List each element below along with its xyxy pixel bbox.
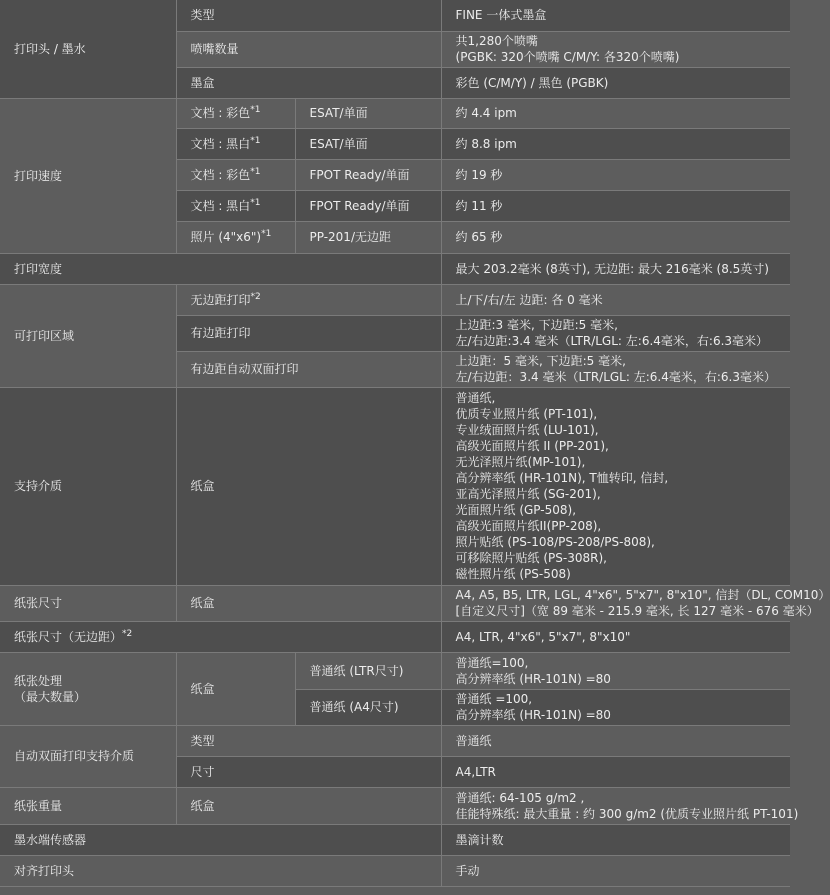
sensor-value: 墨滴计数 <box>441 824 790 855</box>
area-r1-value: 上/下/右/左 边距: 各 0 毫米 <box>441 284 790 315</box>
ink-value: 彩色 (C/M/Y) / 黑色 (PGBK) <box>441 67 790 98</box>
media-item: 普通纸, <box>455 391 496 405</box>
media-item: 照片贴纸 (PS-108/PS-208/PS-808), <box>455 535 655 549</box>
duplex-label: 自动双面打印支持介质 <box>0 725 176 787</box>
media-item: 高级光面照片纸II(PP-208), <box>455 519 602 533</box>
size-borderless-value: A4, LTR, 4"x6", 5"x7", 8"x10" <box>441 621 790 652</box>
weight-source: 纸盒 <box>176 787 441 824</box>
weight-value: 普通纸: 64-105 g/m2 , 佳能特殊纸: 最大重量 : 约 300 g/m2 (优质专业照片纸 PT-101) <box>441 787 790 824</box>
size-borderless-label: 纸张尺寸（无边距）$^{*2}$ <box>0 621 441 652</box>
speed-r5-a: 照片 (4"x6")$^{*1}$ <box>176 221 295 253</box>
area-r2-value: 上边距:3 毫米, 下边距:5 毫米, 左/右边距:3.4 毫米（LTR/LGL: 左:6.4毫米，右:6.3毫米） <box>441 315 790 351</box>
speed-r1-value: 约 4.4 ipm <box>441 98 790 128</box>
media-item: 磁性照片纸 (PS-508) <box>455 567 571 581</box>
printhead-type-value: FINE 一体式墨盒 <box>441 0 790 31</box>
media-item: 高分辨率纸 (HR-101N), T恤转印, 信封, <box>455 471 669 485</box>
speed-r5-b: PP-201/无边距 <box>295 221 441 253</box>
nozzle-value: 共1,280个喷嘴 (PGBK: 320个喷嘴 C/M/Y: 各320个喷嘴) <box>441 31 790 67</box>
speed-r3-b: FPOT Ready/单面 <box>295 159 441 190</box>
ink-label: 墨盒 <box>176 67 441 98</box>
handling-r2-b: 普通纸 (A4尺寸) <box>295 689 441 725</box>
speed-r2-a: 文档 : 黑白$^{*1}$ <box>176 128 295 159</box>
sensor-label: 墨水端传感器 <box>0 824 441 855</box>
area-r3-a: 有边距自动双面打印 <box>176 351 441 387</box>
speed-r4-b: FPOT Ready/单面 <box>295 190 441 221</box>
handling-r1-value: 普通纸=100, 高分辨率纸 (HR-101N) =80 <box>441 652 790 689</box>
printhead-type-label: 类型 <box>176 0 441 31</box>
align-value: 手动 <box>441 855 790 886</box>
align-label: 对齐打印头 <box>0 855 441 886</box>
media-item: 光面照片纸 (GP-508), <box>455 503 577 517</box>
media-source: 纸盒 <box>176 387 441 585</box>
area-r2-a: 有边距打印 <box>176 315 441 351</box>
handling-r1-b: 普通纸 (LTR尺寸) <box>295 652 441 689</box>
weight-label: 纸张重量 <box>0 787 176 824</box>
media-list <box>441 387 790 585</box>
nozzle-label: 喷嘴数量 <box>176 31 441 67</box>
width-label: 打印宽度 <box>0 253 441 284</box>
speed-r2-value: 约 8.8 ipm <box>441 128 790 159</box>
media-label: 支持介质 <box>0 387 176 585</box>
size-value: A4, A5, B5, LTR, LGL, 4"x6", 5"x7", 8"x10", 信封（DL, COM10） [自定义尺寸]（宽 89 毫米 - 215.9 毫米, 长 127 毫米 - 676 毫米） <box>441 585 790 621</box>
speed-r1-b: ESAT/单面 <box>295 98 441 128</box>
handling-source: 纸盒 <box>176 652 295 725</box>
speed-r3-a: 文档 : 彩色$^{*1}$ <box>176 159 295 190</box>
media-item: 亚高光泽照片纸 (SG-201), <box>455 487 601 501</box>
width-value: 最大 203.2毫米 (8英寸), 无边距: 最大 216毫米 (8.5英寸) <box>441 253 790 284</box>
speed-r4-a: 文档 : 黑白$^{*1}$ <box>176 190 295 221</box>
handling-label: 纸张处理 （最大数量） <box>0 652 176 725</box>
area-r1-a: 无边距打印$^{*2}$ <box>176 284 441 315</box>
speed-r3-value: 约 19 秒 <box>441 159 790 190</box>
area-label: 可打印区域 <box>0 284 176 387</box>
speed-r2-b: ESAT/单面 <box>295 128 441 159</box>
media-item: 高级光面照片纸 II (PP-201), <box>455 439 609 453</box>
media-item: 优质专业照片纸 (PT-101), <box>455 407 598 421</box>
media-item: 专业绒面照片纸 (LU-101), <box>455 423 599 437</box>
duplex-type-label: 类型 <box>176 725 441 756</box>
area-r3-value: 上边距：5 毫米, 下边距:5 毫米, 左/右边距：3.4 毫米（LTR/LGL: 左:6.4毫米，右:6.3毫米） <box>441 351 790 387</box>
speed-r1-a: 文档 : 彩色$^{*1}$ <box>176 98 295 128</box>
duplex-size-label: 尺寸 <box>176 756 441 787</box>
duplex-size-value: A4,LTR <box>441 756 790 787</box>
media-item: 可移除照片贴纸 (PS-308R), <box>455 551 607 565</box>
speed-label: 打印速度 <box>0 98 176 253</box>
printhead-label: 打印头 / 墨水 <box>0 0 176 98</box>
size-source: 纸盒 <box>176 585 441 621</box>
speed-r5-value: 约 65 秒 <box>441 221 790 253</box>
duplex-type-value: 普通纸 <box>441 725 790 756</box>
handling-r2-value: 普通纸 =100, 高分辨率纸 (HR-101N) =80 <box>441 689 790 725</box>
media-item: 无光泽照片纸(MP-101), <box>455 455 586 469</box>
size-label: 纸张尺寸 <box>0 585 176 621</box>
speed-r4-value: 约 11 秒 <box>441 190 790 221</box>
